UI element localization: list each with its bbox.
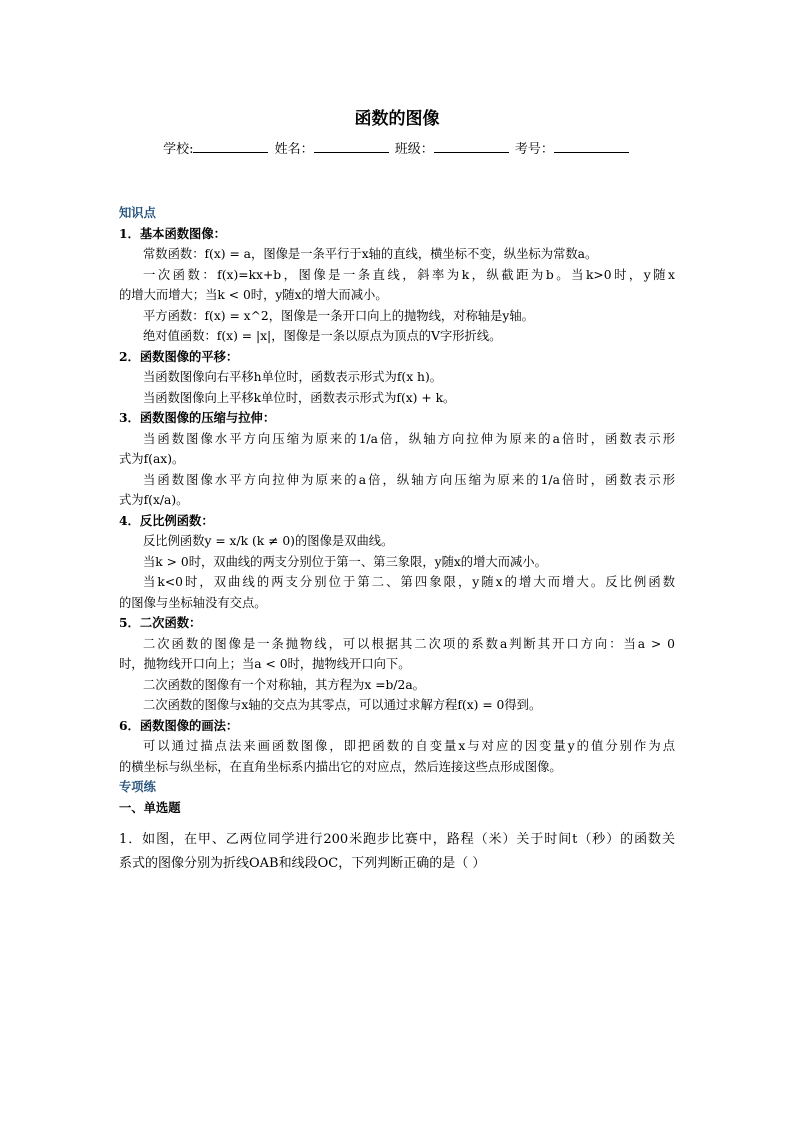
paragraph-line: 可以通过描点法来画函数图像，即把函数的自变量x与对应的因变量y的值分别作为点: [143, 739, 675, 753]
page-title: 函数的图像: [354, 109, 440, 129]
paragraph-line: 式为f(x/a)。: [119, 493, 189, 507]
paragraph-line: 当函数图像向右平移h单位时，函数表示形式为f(x h)。: [143, 370, 443, 384]
school-blank: [193, 140, 268, 153]
knowledge-section: [119, 203, 675, 818]
paragraph-line: 的图像与坐标轴没有交点。: [119, 595, 267, 610]
section-heading-knowledge: 知识点: [119, 205, 156, 220]
subsection-heading: 一、单选题: [119, 799, 181, 815]
paragraph-line: 反比例函数y = x/k (k ≠ 0)的图像是双曲线。: [143, 534, 394, 548]
paragraph-line: 一次函数：f(x)=kx+b，图像是一条直线，斜率为k，纵截距为b。当k>0时，y随x: [143, 267, 675, 282]
paragraph-line: 常数函数：f(x) = a，图像是一条平行于x轴的直线，横坐标不变，纵坐标为常数a。: [143, 247, 598, 261]
paragraph-line: 平方函数：f(x) = x^2，图像是一条开口向上的抛物线，对称轴是y轴。: [143, 308, 534, 323]
topic-heading: 6．函数图像的画法：: [119, 717, 239, 733]
class-label: 班级：: [394, 142, 434, 157]
paragraph-line: 的增大而增大；当k < 0时，y随x的增大而减小。: [119, 288, 388, 302]
school-label: 学校:: [163, 142, 194, 157]
paragraph-line: 当k<0时，双曲线的两支分别位于第二、第四象限，y随x的增大而增大。反比例函数: [143, 575, 675, 589]
topic-heading: 4．反比例函数：: [119, 512, 214, 528]
topic-heading: 5．二次函数：: [119, 615, 202, 630]
number-blank: [554, 140, 629, 153]
paragraph-line: 当函数图像向上平移k单位时，函数表示形式为f(x) + k。: [143, 390, 456, 405]
student-info-row: [0, 138, 794, 157]
question-line: 系式的图像分别为折线OAB和线段OC，下列判断正确的是（ ）: [119, 856, 486, 871]
paragraph-line: 当函数图像水平方向拉伸为原来的a倍，纵轴方向压缩为原来的1/a倍时，函数表示形: [143, 472, 675, 487]
question-line: 1．如图，在甲、乙两位同学进行200米跑步比赛中，路程（米）关于时间t（秒）的函数关: [119, 832, 675, 847]
paragraph-line: 当k > 0时，双曲线的两支分别位于第一、第三象限，y随x的增大而减小。: [143, 554, 547, 569]
paragraph-line: 当函数图像水平方向压缩为原来的1/a倍，纵轴方向拉伸为原来的a倍时，函数表示形: [143, 431, 675, 446]
topic-heading: 3．函数图像的压缩与拉伸：: [119, 410, 276, 425]
paragraph-line: 二次函数的图像有一个对称轴，其方程为x =b/2a。: [143, 677, 425, 692]
topic-heading: 2．函数图像的平移：: [119, 348, 239, 364]
number-label: 考号：: [514, 142, 554, 157]
name-label: 姓名：: [274, 142, 314, 157]
paragraph-line: 绝对值函数：f(x) = |x|，图像是一条以原点为顶点的V字形折线。: [143, 329, 502, 343]
name-blank: [314, 140, 389, 153]
topic-heading: 1．基本函数图像：: [119, 225, 226, 241]
paragraph-line: 式为f(ax)。: [119, 452, 185, 466]
paragraph-line: 的横坐标与纵坐标，在直角坐标系内描出它的对应点，然后连接这些点形成图像。: [119, 759, 562, 774]
paragraph-line: 二次函数的图像与x轴的交点为其零点，可以通过求解方程f(x) = 0得到。: [143, 698, 542, 712]
paragraph-line: 时，抛物线开口向上；当a < 0时，抛物线开口向下。: [119, 657, 411, 671]
question-1: [119, 828, 675, 876]
section-heading-practice: 专项练: [119, 779, 156, 794]
class-blank: [434, 140, 509, 153]
paragraph-line: 二次函数的图像是一条抛物线，可以根据其二次项的系数a判断其开口方向：当a > 0: [143, 636, 675, 651]
